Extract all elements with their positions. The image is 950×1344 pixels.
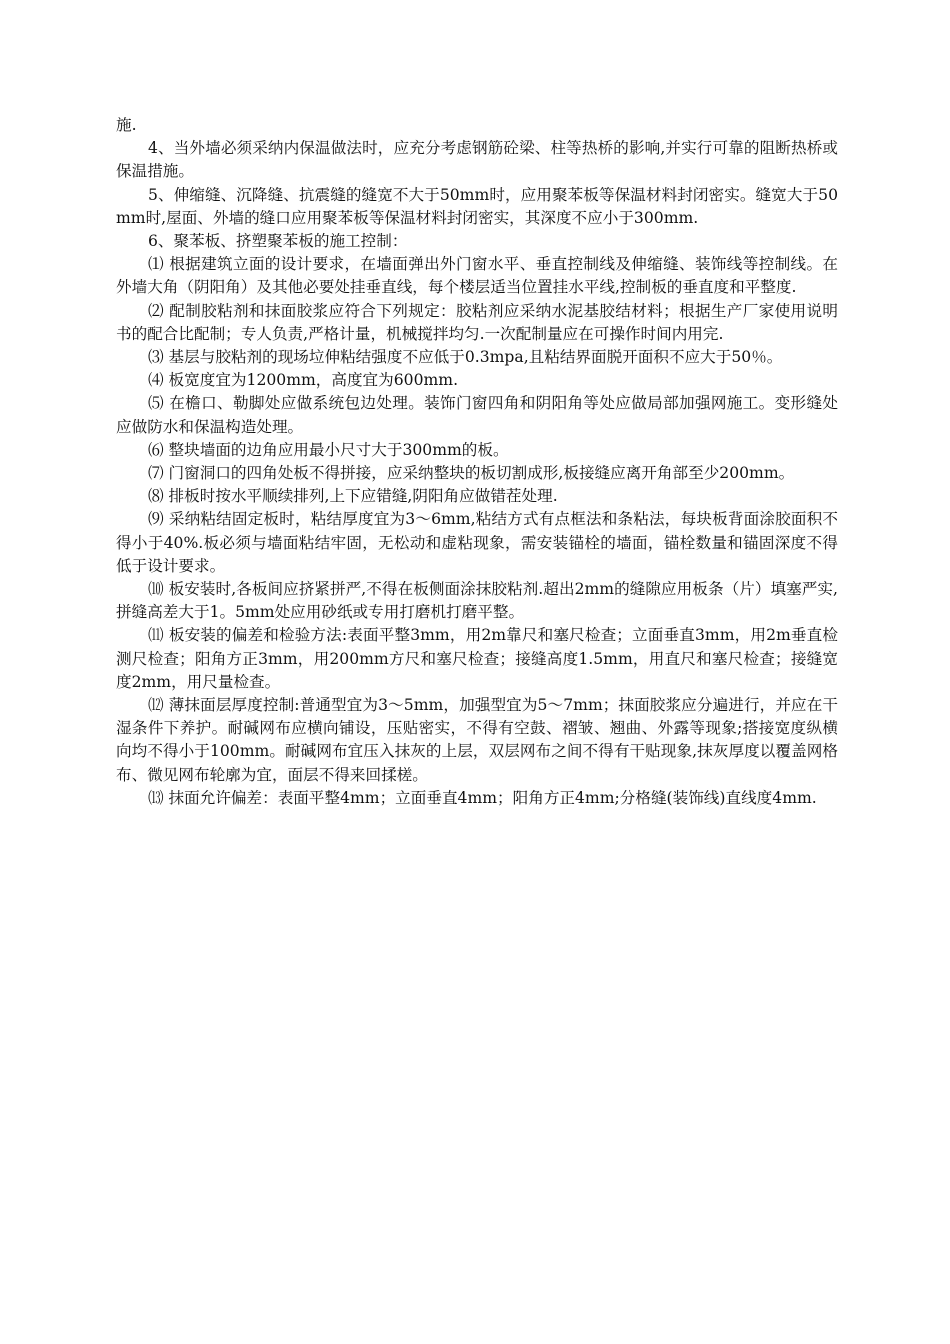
paragraph-subitem-7: ⑺ 门窗洞口的四角处板不得拼接，应采纳整块的板切割成形,板接缝应离开角部至少200mm。 (148, 464, 795, 483)
paragraph-subitem-12: ⑿ 薄抹面层厚度控制:普通型宜为3～5mm，加强型宜为5～7mm；抹面胶浆应分遍进行，并应在干湿条件下养护。耐碱网布应横向铺设，压贴密实，不得有空鼓、褶皱、翘曲、外露等现象;搭接宽度纵横向均不得小于100mm。耐碱网布宜压入抹灰的上层，双层网布之间不得有干贴现象,抹灰厚度以覆盖网格布、微见网布轮廓为宜，面层不得来回揉槎。 (116, 696, 838, 784)
paragraph-subitem-6: ⑹ 整块墙面的边角应用最小尺寸大于300mm的板。 (148, 440, 509, 459)
paragraph-subitem-10: ⑽ 板安装时,各板间应挤紧拼严,不得在板侧面涂抹胶粘剂.超出2mm的缝隙应用板条（片）填塞严实,拼缝高差大于1。5mm处应用砂纸或专用打磨机打磨平整。 (116, 580, 838, 622)
document-body (116, 114, 838, 810)
paragraph-subitem-11: ⑾ 板安装的偏差和检验方法:表面平整3mm，用2m靠尺和塞尺检查；立面垂直3mm，用2m垂直检测尺检查；阳角方正3mm，用200mm方尺和塞尺检查；接缝高度1.5mm，用直尺和塞尺检查；接缝宽度2mm，用尺量检查。 (116, 626, 838, 691)
paragraph-subitem-13: ⒀ 抹面允许偏差：表面平整4mm；立面垂直4mm；阳角方正4mm;分格缝(装饰线)直线度4mm. (148, 788, 817, 807)
paragraph-subitem-2: ⑵ 配制胶粘剂和抹面胶浆应符合下列规定：胶粘剂应采纳水泥基胶结材料；根据生产厂家使用说明书的配合比配制；专人负责,严格计量，机械搅拌均匀.一次配制量应在可操作时间内用完. (116, 301, 838, 343)
paragraph-subitem-3: ⑶ 基层与胶粘剂的现场垃伸粘结强度不应低于0.3mpa,且粘结界面脱开面积不应大于50％。 (148, 348, 783, 367)
paragraph-subitem-1: ⑴ 根据建筑立面的设计要求，在墙面弹出外门窗水平、垂直控制线及伸缩缝、装饰线等控制线。在外墙大角（阴阳角）及其他必要处挂垂直线，每个楼层适当位置挂水平线,控制板的垂直度和平整度. (116, 255, 838, 297)
paragraph-continuation: 施. (116, 116, 137, 134)
paragraph-item-6-heading: 6、聚苯板、挤塑聚苯板的施工控制： (148, 232, 408, 251)
paragraph-subitem-4: ⑷ 板宽度宜为1200mm，高度宜为600mm. (148, 371, 459, 390)
paragraph-subitem-8: ⑻ 排板时按水平顺续排列,上下应错缝,阴阳角应做错茬处理. (148, 487, 558, 506)
paragraph-item-5: 5、伸缩缝、沉降缝、抗震缝的缝宽不大于50mm时，应用聚苯板等保温材料封闭密实。缝宽大于50mm时,屋面、外墙的缝口应用聚苯板等保温材料封闭密实，其深度不应小于300mm. (116, 185, 838, 227)
paragraph-subitem-5: ⑸ 在檐口、勒脚处应做系统包边处理。装饰门窗四角和阴阳角等处应做局部加强网施工。变形缝处应做防水和保温构造处理。 (116, 394, 838, 436)
paragraph-subitem-9: ⑼ 采纳粘结固定板时，粘结厚度宜为3～6mm,粘结方式有点框法和条粘法，每块板背面涂胶面积不得小于40%.板必须与墙面粘结牢固，无松动和虚粘现象，需安装锚栓的墙面，锚栓数量和锚固深度不得低于设计要求。 (116, 510, 838, 575)
paragraph-item-4: 4、当外墙必须采纳内保温做法时，应充分考虑钢筋砼梁、柱等热桥的影响,并实行可靠的阻断热桥或保温措施。 (116, 139, 838, 181)
